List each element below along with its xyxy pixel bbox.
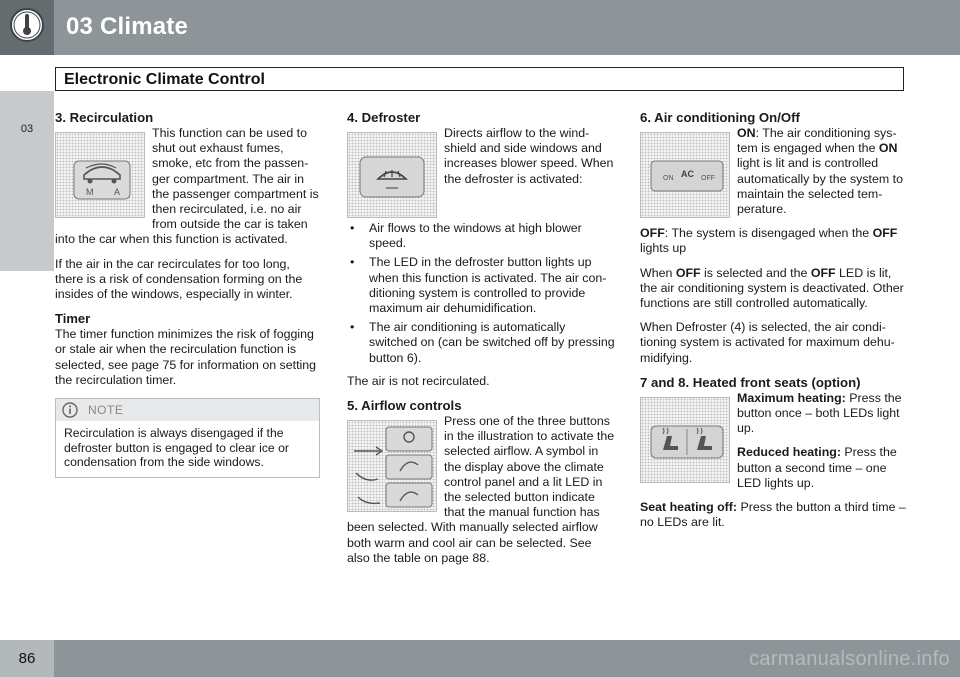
ac-defroster-text: When Defroster (4) is selected, the air conditioning system is activated for maximum dehumidifying.: [640, 320, 895, 365]
timer-heading: Timer: [55, 311, 91, 327]
ac-off-text: OFF: The system is disengaged when the OFF lights up: [640, 226, 898, 256]
ac-button-illustration: [640, 132, 730, 218]
seat-heating-off-text: Seat heating off: Press the button a third time – no LEDs are lit.: [640, 500, 906, 530]
not-recirculated-text: The air is not recirculated.: [347, 373, 490, 388]
defroster-heading: 4. Defroster: [347, 110, 421, 125]
svg-text:A: A: [114, 187, 121, 197]
list-item: • Air flows to the windows at high blower speed.: [350, 221, 582, 251]
list-item: • The LED in the defroster button lights up when this function is activated. The air conditioning system is controlled to provide maximum air dehumidification.: [350, 255, 607, 316]
panel-label-ac: AC: [681, 169, 694, 179]
chapter-logo: [0, 0, 54, 55]
panel-label-on: ON: [663, 175, 674, 182]
section-title-bar: [55, 67, 904, 91]
recirculation-heading: 3. Recirculation: [55, 110, 154, 125]
note-header: [56, 399, 319, 421]
recirculation-text: This function can be used to shut out exhaust fumes, smoke, etc from the passenger compartment. The air in the passenger compartment is then recirculated, i.e. no air from outside the car is taken into the car when this function is activated.: [55, 126, 319, 247]
watermark: carmanualsonline.info: [749, 648, 950, 670]
side-tab-label: 03: [20, 123, 34, 135]
timer-text: The timer function minimizes the risk of fogging or stale air when the recirculation function is selected, see page 75 for information on setting the recirculation timer.: [55, 327, 317, 387]
column-defroster: [347, 110, 615, 575]
note-text: Recirculation is always disengaged if the defroster button is engaged to clear ice or condensation from the side windows.: [64, 426, 289, 470]
info-icon: [62, 402, 78, 418]
recirculation-condensation-text: If the air in the car recirculates for too long, there is a risk of condensation forming on the insides of the windows, especially in winter.: [55, 256, 303, 302]
airflow-text: Press one of the three buttons in the illustration to activate the selected airflow. A symbol in the display above the climate control panel and a lit LED in the selected button indicate that the manual function has been selected. With manually selected airflow both warm and cool air can be selected. See also the table on page 88.: [347, 414, 615, 565]
reduced-heating-text: Reduced heating: Press the button a second time – one LED lights up.: [737, 445, 897, 490]
section-title: Electronic Climate Control: [64, 71, 265, 88]
max-heating-text: Maximum heating: Press the button once – both LEDs light up.: [737, 390, 902, 436]
chapter-side-tab: [0, 91, 54, 271]
panel-label-off: OFF: [701, 175, 715, 182]
heated-seats-button-illustration: [640, 397, 730, 483]
svg-text:M: M: [86, 187, 94, 197]
page-number: 86: [18, 650, 36, 667]
heated-seats-heading: 7 and 8. Heated front seats (option): [640, 374, 861, 390]
defroster-text: Directs airflow to the windshield and side windows and increases blower speed. When the defroster is activated:: [444, 126, 614, 186]
recirculation-button-illustration: [55, 132, 145, 218]
chapter-title: 03 Climate: [66, 13, 189, 40]
ac-heading: 6. Air conditioning On/Off: [640, 110, 800, 125]
column-recirculation: [55, 110, 320, 478]
defroster-button-illustration: [347, 132, 437, 218]
ac-on-text: ON: The air conditioning system is engaged when the ON light is lit and is controlled automatically by the system to maintain the selected temperature.: [737, 126, 903, 217]
note-label: NOTE: [88, 403, 124, 418]
defroster-bullet-list: [347, 221, 615, 366]
list-item: • The air conditioning is automatically switched on (can be switched off by pressing button 6).: [350, 320, 615, 365]
note-box: [55, 398, 320, 478]
column-air-conditioning: [640, 110, 906, 539]
thermometer-icon: [9, 7, 45, 43]
airflow-heading: 5. Airflow controls: [347, 398, 462, 414]
airflow-buttons-illustration: [347, 420, 437, 512]
ac-deactivated-text: When OFF is selected and the OFF LED is lit, the air conditioning system is deactivated. Other functions are still controlled automatically.: [640, 265, 904, 311]
